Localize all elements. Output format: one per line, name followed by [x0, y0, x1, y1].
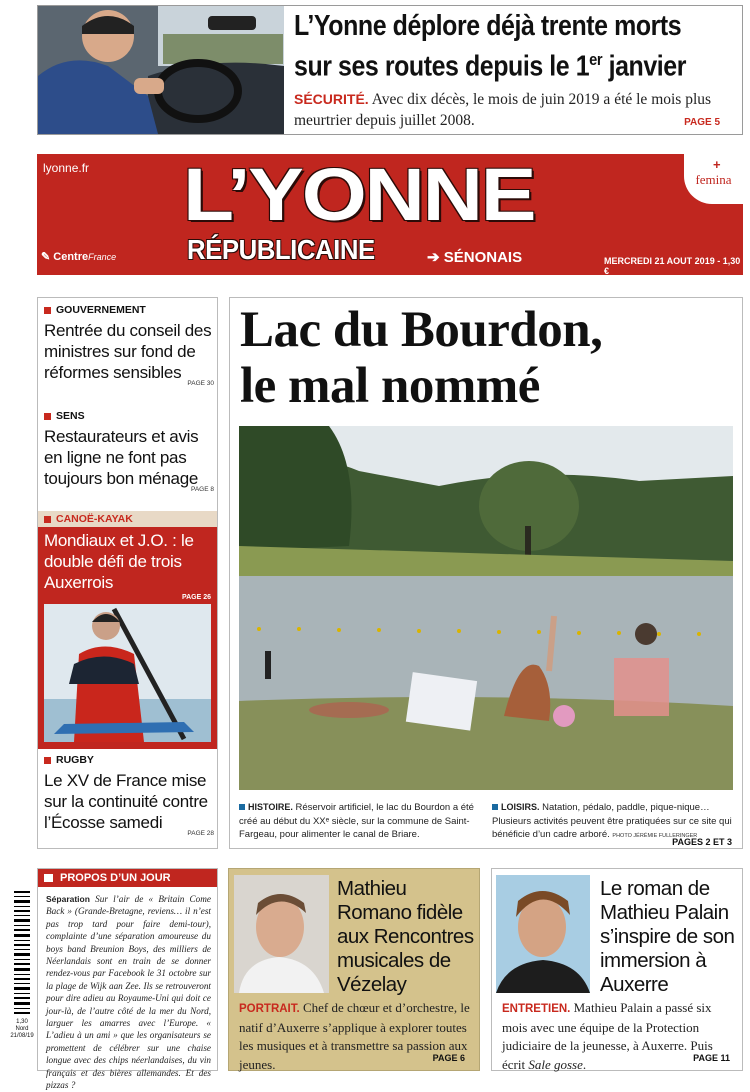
palain-story[interactable] [491, 868, 743, 1071]
square-bullet-icon [44, 757, 51, 764]
propos-heading: PROPOS D’UN JOUR [38, 869, 217, 887]
newspaper-logo: L’YONNE [183, 153, 535, 236]
brief-kicker: RUGBY [44, 754, 214, 766]
caption-histoire: HISTOIRE. Réservoir artificiel, le lac du Bourdon a été créé au début du XXᵉ siècle, sur la commune de Saint-Fargeau, pour alimenter le canal de Briare. [239, 802, 474, 840]
femina-plus-icon: + [713, 157, 721, 172]
romano-page[interactable]: PAGE 6 [432, 1053, 465, 1063]
canoe-kayak-box[interactable] [38, 511, 217, 749]
propos-text: Séparation Sur l’air de « Britain Come Back » (Grande-Bretagne, reviens… il n’est pas trop tard pour faire demi-tour), complainte d’une séparation amoureuse du boys band Breunion Boys, des milliers de Néerlandais sont en train de se donner rendez-vous par Facebook le 31 octobre sur la plage de Wijk aan Zee. Ils se retrouveront pour dire adieu au Royaume-Uni qui doit ce jour-là, de l’autre côté de la mer du Nord, larguer les amarres avec l’Europe. « L’adieu à un ami » que les organisateurs se promettent de célébrer sur une chaise longue avec des chips néerlandaises, du vin français et des bières allemandes. Et des pizzas ? [46, 894, 211, 1091]
square-bullet-icon [44, 307, 51, 314]
square-bullet-icon [44, 413, 51, 420]
romano-portrait [234, 875, 329, 993]
main-headline: Lac du Bourdon, le mal nommé [240, 302, 603, 414]
palain-summary: ENTRETIEN. Mathieu Palain a passé six mois avec une équipe de la Protection judiciaire de la jeunesse, à Auxerre. Puis écrit Sale gosse. [502, 1000, 713, 1072]
masthead [37, 154, 743, 275]
canoe-kicker: CANOË-KAYAK [38, 511, 217, 527]
square-bullet-icon [239, 804, 245, 810]
canoe-title: Mondiaux et J.O. : le double défi de trois Auxerrois [44, 531, 194, 592]
brief-title: Rentrée du conseil des ministres sur fond de réformes sensibles [44, 321, 212, 382]
main-story-pages[interactable]: PAGES 2 ET 3 [672, 837, 732, 847]
square-bullet-icon [44, 516, 51, 523]
brief-page: PAGE 8 [190, 486, 214, 493]
palain-title: Le roman de Mathieu Palain s’inspire de son immersion à Auxerre [600, 877, 735, 996]
femina-badge[interactable]: + femina [684, 154, 743, 204]
top-teaser[interactable] [37, 5, 743, 135]
brief-rugby[interactable] [44, 754, 214, 837]
romano-title: Mathieu Romano fidèle aux Rencontres musicales de Vézelay [337, 877, 474, 996]
brief-sens[interactable] [44, 410, 214, 493]
brief-kicker: GOUVERNEMENT [44, 304, 214, 316]
site-url[interactable]: lyonne.fr [43, 161, 90, 175]
brief-gouvernement[interactable] [44, 304, 214, 387]
edition-label: ➔ SÉNONAIS [427, 249, 523, 266]
square-bullet-icon [492, 804, 498, 810]
propos-dun-jour[interactable] [37, 868, 218, 1091]
canoe-photo [44, 604, 211, 742]
main-story[interactable] [229, 297, 743, 849]
teaser-page-ref[interactable]: PAGE 5 [684, 117, 720, 128]
brief-kicker: SENS [44, 410, 214, 422]
teaser-headline[interactable] [294, 10, 741, 84]
centrefrance-logo: ✎ CentreFrance [41, 251, 117, 263]
palain-portrait [496, 875, 590, 993]
centrefrance-icon: ✎ [41, 251, 54, 263]
lake-photo [239, 426, 733, 790]
brief-title: Restaurateurs et avis en ligne ne font pas toujours bon ménage [44, 427, 199, 488]
barcode [10, 887, 34, 1067]
date-price: MERCREDI 21 AOUT 2019 - 1,30 € [604, 256, 741, 276]
teaser-headline-line1: L’Yonne déplore déjà trente morts [294, 10, 682, 42]
teaser-summary: SÉCURITÉ. Avec dix décès, le mois de juin 2019 a été le mois plus meurtrier depuis juillet 2008. [294, 91, 712, 129]
brief-page: PAGE 30 [187, 380, 214, 387]
canoe-page: PAGE 26 [181, 594, 211, 601]
romano-story[interactable] [228, 868, 480, 1071]
left-column [37, 297, 218, 849]
teaser-photo-driver [38, 6, 284, 134]
newspaper-logo-sub: RÉPUBLICAINE [187, 234, 375, 265]
square-bullet-icon [44, 874, 53, 882]
palain-page[interactable]: PAGE 11 [693, 1053, 730, 1063]
brief-title: Le XV de France mise sur la continuité contre l’Écosse samedi [44, 771, 208, 832]
caption-loisirs: LOISIRS. Natation, pédalo, paddle, pique-nique… Plusieurs activités peuvent être pratiquées sur ce site qui bénéficie d’un cadre arboré. PHOTO JÉRÉMIE FULLERINGER [492, 802, 732, 840]
teaser-kicker-label: SÉCURITÉ. [294, 91, 369, 107]
teaser-headline-line2: sur ses routes depuis le 1er janvier [294, 50, 687, 83]
romano-summary: PORTRAIT. Chef de chœur et d’orchestre, le natif d’Auxerre s’applique à explorer toutes les musiques et à transmettre sa passion aux jeunes. [239, 1000, 470, 1072]
photo-credit: PHOTO JÉRÉMIE FULLERINGER [612, 833, 698, 839]
brief-page: PAGE 28 [187, 830, 214, 837]
barcode-text: 1,30 Nord 21/08/19 [10, 1019, 34, 1039]
